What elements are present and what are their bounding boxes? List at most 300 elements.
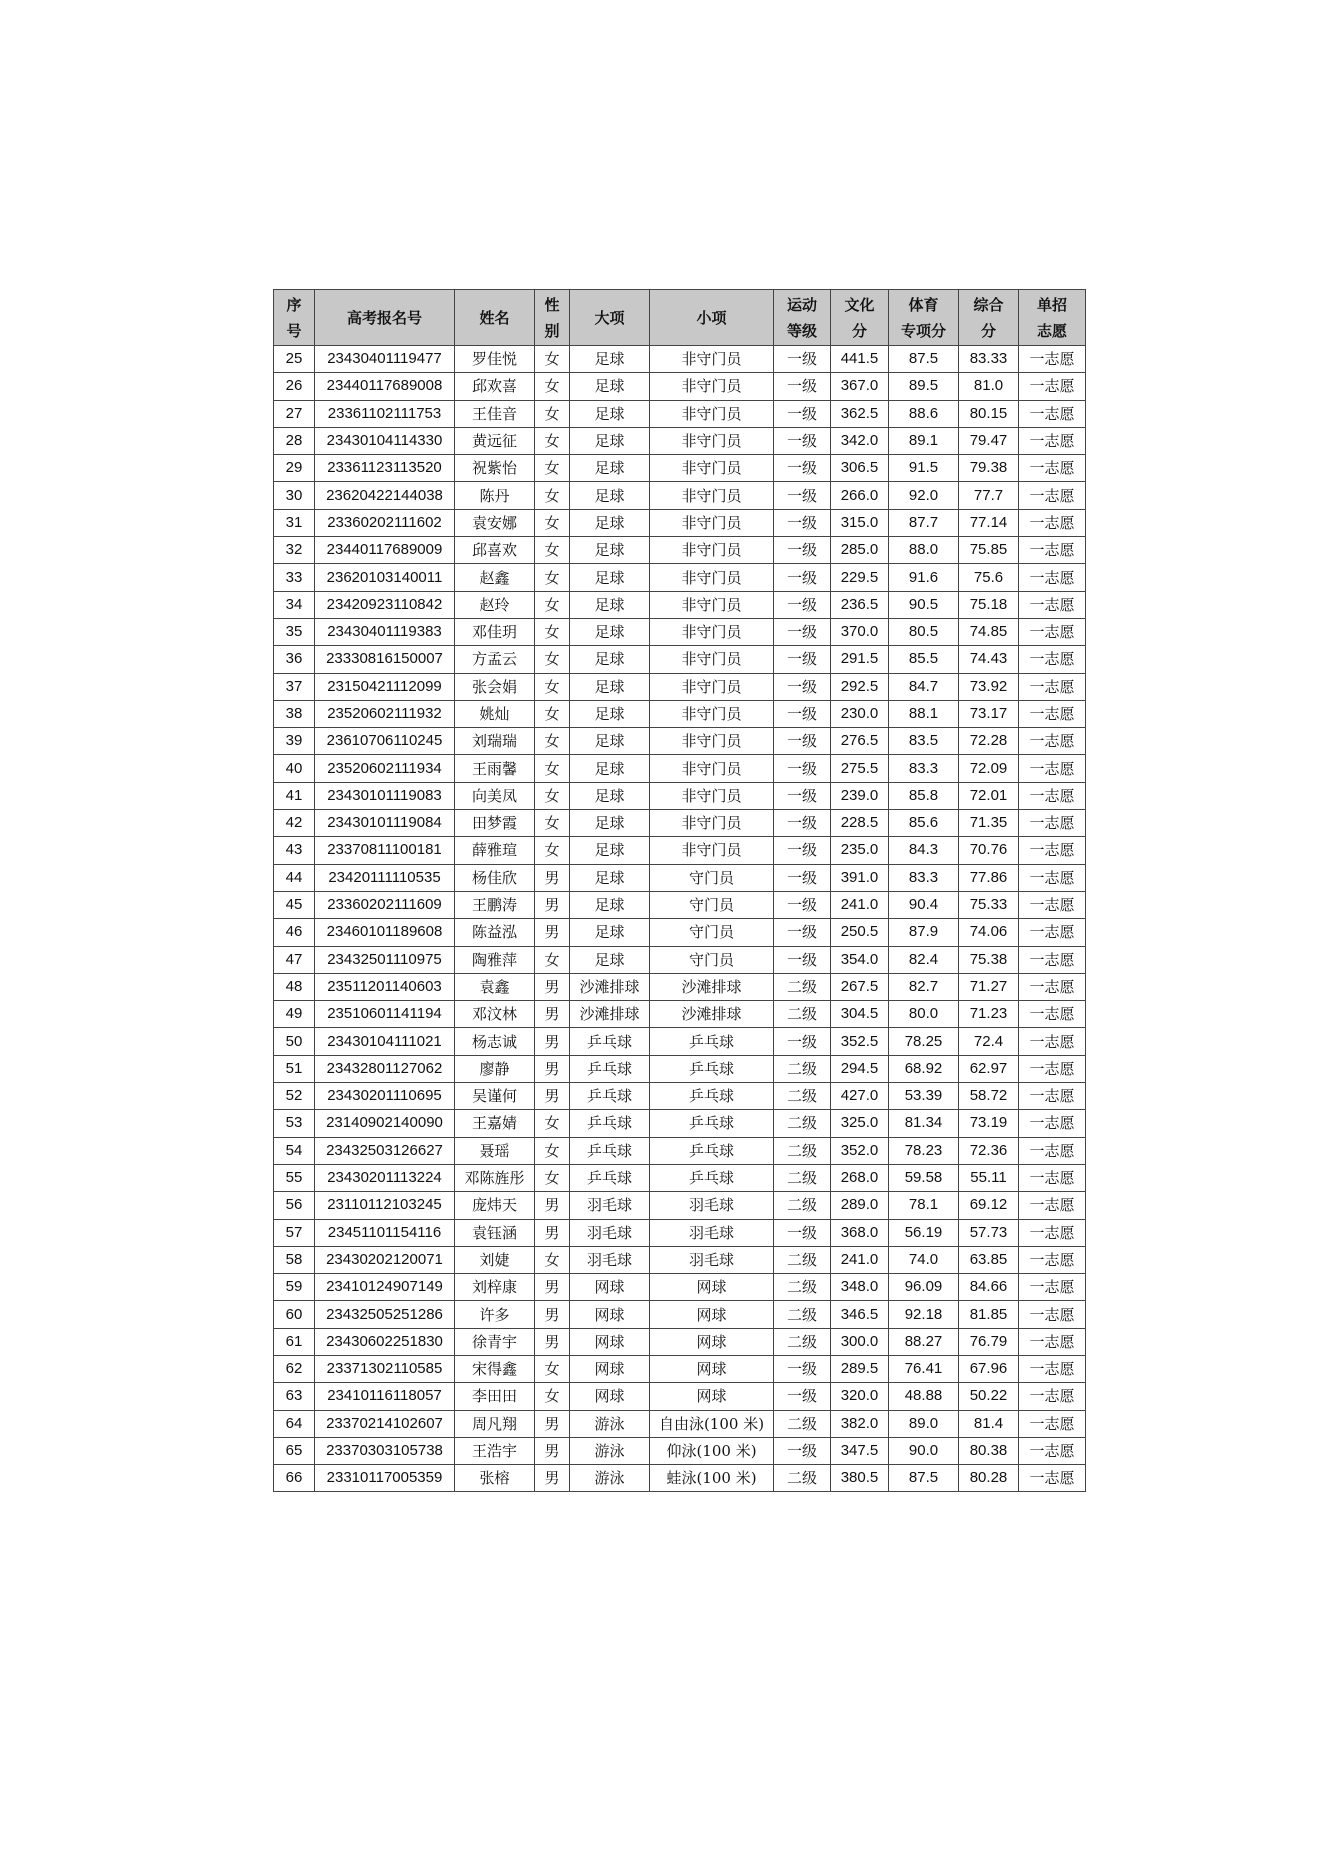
cell-sports-score: 87.9 [889,919,959,946]
cell-minor-event: 守门员 [650,946,774,973]
cell-name: 杨佳欣 [455,864,535,891]
cell-major-event: 足球 [570,509,650,536]
cell-major-event: 游泳 [570,1437,650,1464]
cell-culture-score: 325.0 [831,1110,889,1137]
cell-exam-id: 23430401119383 [315,618,455,645]
cell-name: 徐青宇 [455,1328,535,1355]
cell-seq: 56 [274,1192,315,1219]
cell-exam-id: 23440117689009 [315,537,455,564]
cell-major-event: 羽毛球 [570,1219,650,1246]
cell-preference: 一志愿 [1019,1328,1086,1355]
cell-culture-score: 291.5 [831,646,889,673]
cell-name: 祝紫怡 [455,455,535,482]
cell-culture-score: 289.0 [831,1192,889,1219]
cell-preference: 一志愿 [1019,782,1086,809]
cell-culture-score: 241.0 [831,1246,889,1273]
cell-culture-score: 348.0 [831,1274,889,1301]
table-row [274,1328,1086,1355]
cell-seq: 33 [274,564,315,591]
cell-preference: 一志愿 [1019,1164,1086,1191]
cell-exam-id: 23432503126627 [315,1137,455,1164]
cell-total-score: 74.43 [959,646,1019,673]
cell-culture-score: 354.0 [831,946,889,973]
cell-total-score: 77.7 [959,482,1019,509]
cell-name: 方孟云 [455,646,535,673]
table-row [274,455,1086,482]
cell-exam-id: 23432505251286 [315,1301,455,1328]
cell-gender: 男 [535,891,570,918]
cell-preference: 一志愿 [1019,755,1086,782]
cell-total-score: 80.28 [959,1465,1019,1492]
cell-name: 邱欢喜 [455,373,535,400]
cell-level: 一级 [774,618,831,645]
cell-exam-id: 23370303105738 [315,1437,455,1464]
cell-gender: 女 [535,346,570,373]
cell-major-event: 乒乓球 [570,1164,650,1191]
cell-preference: 一志愿 [1019,919,1086,946]
cell-minor-event: 非守门员 [650,837,774,864]
cell-major-event: 足球 [570,946,650,973]
cell-major-event: 足球 [570,700,650,727]
cell-culture-score: 250.5 [831,919,889,946]
cell-gender: 男 [535,1465,570,1492]
cell-major-event: 网球 [570,1301,650,1328]
cell-major-event: 网球 [570,1328,650,1355]
table-row [274,346,1086,373]
table-row [274,591,1086,618]
cell-total-score: 81.85 [959,1301,1019,1328]
cell-seq: 45 [274,891,315,918]
cell-preference: 一志愿 [1019,591,1086,618]
cell-preference: 一志愿 [1019,1110,1086,1137]
cell-seq: 51 [274,1055,315,1082]
cell-level: 一级 [774,509,831,536]
cell-exam-id: 23410124907149 [315,1274,455,1301]
cell-seq: 32 [274,537,315,564]
cell-total-score: 76.79 [959,1328,1019,1355]
cell-level: 一级 [774,864,831,891]
cell-exam-id: 23511201140603 [315,973,455,1000]
cell-seq: 62 [274,1355,315,1382]
cell-gender: 女 [535,1383,570,1410]
cell-gender: 女 [535,755,570,782]
cell-preference: 一志愿 [1019,509,1086,536]
cell-major-event: 足球 [570,427,650,454]
cell-sports-score: 85.5 [889,646,959,673]
cell-level: 二级 [774,973,831,1000]
cell-total-score: 67.96 [959,1355,1019,1382]
cell-seq: 46 [274,919,315,946]
cell-major-event: 羽毛球 [570,1246,650,1273]
table-row [274,537,1086,564]
cell-total-score: 83.33 [959,346,1019,373]
cell-gender: 女 [535,1137,570,1164]
cell-major-event: 羽毛球 [570,1192,650,1219]
cell-culture-score: 235.0 [831,837,889,864]
header-text: 综合 [973,295,1004,314]
cell-major-event: 足球 [570,755,650,782]
cell-exam-id: 23360202111609 [315,891,455,918]
cell-gender: 男 [535,1274,570,1301]
table-row [274,1274,1086,1301]
cell-minor-event: 非守门员 [650,537,774,564]
table-row [274,1410,1086,1437]
cell-gender: 女 [535,946,570,973]
cell-seq: 34 [274,591,315,618]
cell-seq: 31 [274,509,315,536]
cell-sports-score: 84.7 [889,673,959,700]
cell-seq: 47 [274,946,315,973]
table-row [274,755,1086,782]
cell-gender: 女 [535,591,570,618]
cell-minor-event: 非守门员 [650,782,774,809]
cell-exam-id: 23430202120071 [315,1246,455,1273]
cell-minor-event: 非守门员 [650,728,774,755]
table-row [274,864,1086,891]
table-row [274,1437,1086,1464]
cell-minor-event: 守门员 [650,891,774,918]
cell-level: 二级 [774,1301,831,1328]
cell-gender: 女 [535,618,570,645]
cell-sports-score: 88.0 [889,537,959,564]
cell-seq: 55 [274,1164,315,1191]
cell-total-score: 62.97 [959,1055,1019,1082]
cell-exam-id: 23370214102607 [315,1410,455,1437]
cell-exam-id: 23460101189608 [315,919,455,946]
cell-sports-score: 82.7 [889,973,959,1000]
cell-level: 一级 [774,919,831,946]
cell-exam-id: 23430104114330 [315,427,455,454]
cell-major-event: 乒乓球 [570,1083,650,1110]
cell-level: 二级 [774,1001,831,1028]
cell-total-score: 75.38 [959,946,1019,973]
cell-gender: 女 [535,837,570,864]
cell-gender: 女 [535,700,570,727]
cell-name: 庞炜天 [455,1192,535,1219]
table-row [274,1137,1086,1164]
table-row [274,1301,1086,1328]
cell-major-event: 足球 [570,373,650,400]
cell-exam-id: 23361123113520 [315,455,455,482]
cell-exam-id: 23520602111932 [315,700,455,727]
cell-sports-score: 90.0 [889,1437,959,1464]
cell-seq: 38 [274,700,315,727]
cell-major-event: 足球 [570,646,650,673]
cell-level: 一级 [774,1437,831,1464]
cell-major-event: 足球 [570,837,650,864]
cell-minor-event: 乒乓球 [650,1137,774,1164]
table-header [274,290,1086,346]
table-row [274,646,1086,673]
cell-culture-score: 315.0 [831,509,889,536]
cell-level: 二级 [774,1274,831,1301]
cell-major-event: 足球 [570,810,650,837]
cell-minor-event: 网球 [650,1383,774,1410]
cell-exam-id: 23310117005359 [315,1465,455,1492]
header-col-sports-score [889,290,959,346]
cell-name: 赵鑫 [455,564,535,591]
cell-seq: 29 [274,455,315,482]
cell-level: 一级 [774,810,831,837]
cell-major-event: 网球 [570,1355,650,1382]
cell-culture-score: 346.5 [831,1301,889,1328]
cell-minor-event: 乒乓球 [650,1083,774,1110]
cell-level: 二级 [774,1410,831,1437]
cell-sports-score: 81.34 [889,1110,959,1137]
cell-preference: 一志愿 [1019,346,1086,373]
cell-total-score: 75.85 [959,537,1019,564]
cell-name: 罗佳悦 [455,346,535,373]
cell-minor-event: 乒乓球 [650,1055,774,1082]
cell-culture-score: 391.0 [831,864,889,891]
cell-name: 杨志诚 [455,1028,535,1055]
cell-minor-event: 非守门员 [650,673,774,700]
cell-level: 一级 [774,400,831,427]
cell-name: 邱喜欢 [455,537,535,564]
cell-preference: 一志愿 [1019,728,1086,755]
cell-preference: 一志愿 [1019,1137,1086,1164]
cell-gender: 女 [535,1164,570,1191]
cell-exam-id: 23620103140011 [315,564,455,591]
cell-total-score: 57.73 [959,1219,1019,1246]
header-text: 大项 [594,308,625,327]
cell-total-score: 75.18 [959,591,1019,618]
header-col-gender [535,290,570,346]
cell-name: 王鹏涛 [455,891,535,918]
cell-minor-event: 沙滩排球 [650,973,774,1000]
cell-level: 一级 [774,1355,831,1382]
cell-gender: 女 [535,482,570,509]
cell-name: 袁鑫 [455,973,535,1000]
cell-minor-event: 守门员 [650,919,774,946]
cell-preference: 一志愿 [1019,427,1086,454]
cell-minor-event: 乒乓球 [650,1028,774,1055]
cell-seq: 39 [274,728,315,755]
cell-minor-event: 非守门员 [650,455,774,482]
cell-total-score: 71.35 [959,810,1019,837]
cell-level: 二级 [774,1328,831,1355]
cell-gender: 女 [535,427,570,454]
cell-gender: 男 [535,1001,570,1028]
table-row [274,618,1086,645]
cell-total-score: 80.38 [959,1437,1019,1464]
cell-exam-id: 23360202111602 [315,509,455,536]
cell-exam-id: 23440117689008 [315,373,455,400]
cell-culture-score: 266.0 [831,482,889,509]
cell-name: 袁钰涵 [455,1219,535,1246]
cell-name: 王佳音 [455,400,535,427]
cell-major-event: 沙滩排球 [570,973,650,1000]
table-row [274,1246,1086,1273]
cell-minor-event: 羽毛球 [650,1219,774,1246]
cell-gender: 女 [535,810,570,837]
table-row [274,810,1086,837]
cell-level: 一级 [774,346,831,373]
cell-total-score: 70.76 [959,837,1019,864]
cell-level: 二级 [774,1055,831,1082]
cell-sports-score: 88.1 [889,700,959,727]
cell-culture-score: 300.0 [831,1328,889,1355]
cell-total-score: 79.47 [959,427,1019,454]
cell-minor-event: 非守门员 [650,700,774,727]
cell-gender: 男 [535,1028,570,1055]
cell-gender: 女 [535,564,570,591]
cell-name: 邓陈旌彤 [455,1164,535,1191]
cell-gender: 女 [535,1355,570,1382]
cell-name: 聂瑶 [455,1137,535,1164]
cell-sports-score: 92.0 [889,482,959,509]
cell-total-score: 73.19 [959,1110,1019,1137]
cell-level: 一级 [774,728,831,755]
header-text: 等级 [786,321,817,340]
header-col-exam-id [315,290,455,346]
cell-culture-score: 294.5 [831,1055,889,1082]
table-row [274,1465,1086,1492]
cell-minor-event: 沙滩排球 [650,1001,774,1028]
cell-level: 二级 [774,1137,831,1164]
cell-seq: 40 [274,755,315,782]
cell-culture-score: 352.0 [831,1137,889,1164]
cell-minor-event: 非守门员 [650,400,774,427]
cell-seq: 65 [274,1437,315,1464]
cell-total-score: 80.15 [959,400,1019,427]
cell-name: 陈丹 [455,482,535,509]
header-col-total-score [959,290,1019,346]
header-col-minor-event [650,290,774,346]
cell-minor-event: 非守门员 [650,810,774,837]
cell-minor-event: 网球 [650,1274,774,1301]
cell-exam-id: 23430201110695 [315,1083,455,1110]
cell-total-score: 81.0 [959,373,1019,400]
cell-level: 一级 [774,700,831,727]
table-row [274,1383,1086,1410]
cell-minor-event: 非守门员 [650,618,774,645]
cell-culture-score: 236.5 [831,591,889,618]
cell-sports-score: 96.09 [889,1274,959,1301]
cell-exam-id: 23620422144038 [315,482,455,509]
cell-name: 邓佳玥 [455,618,535,645]
cell-total-score: 58.72 [959,1083,1019,1110]
cell-gender: 男 [535,973,570,1000]
cell-culture-score: 229.5 [831,564,889,591]
cell-culture-score: 380.5 [831,1465,889,1492]
cell-major-event: 游泳 [570,1465,650,1492]
cell-sports-score: 92.18 [889,1301,959,1328]
table-row [274,509,1086,536]
cell-seq: 36 [274,646,315,673]
cell-total-score: 79.38 [959,455,1019,482]
header-text: 专项分 [900,321,946,340]
cell-preference: 一志愿 [1019,564,1086,591]
cell-gender: 女 [535,400,570,427]
cell-culture-score: 292.5 [831,673,889,700]
cell-total-score: 55.11 [959,1164,1019,1191]
cell-total-score: 72.36 [959,1137,1019,1164]
cell-total-score: 84.66 [959,1274,1019,1301]
cell-level: 二级 [774,1110,831,1137]
table-row [274,482,1086,509]
cell-total-score: 81.4 [959,1410,1019,1437]
cell-seq: 44 [274,864,315,891]
cell-sports-score: 83.3 [889,755,959,782]
cell-level: 一级 [774,455,831,482]
cell-culture-score: 352.5 [831,1028,889,1055]
cell-exam-id: 23510601141194 [315,1001,455,1028]
cell-preference: 一志愿 [1019,1383,1086,1410]
cell-minor-event: 非守门员 [650,509,774,536]
header-col-major-event [570,290,650,346]
cell-sports-score: 88.6 [889,400,959,427]
cell-sports-score: 91.6 [889,564,959,591]
cell-name: 刘瑞瑞 [455,728,535,755]
cell-seq: 52 [274,1083,315,1110]
cell-culture-score: 441.5 [831,346,889,373]
cell-major-event: 足球 [570,455,650,482]
cell-sports-score: 89.5 [889,373,959,400]
cell-total-score: 77.14 [959,509,1019,536]
cell-preference: 一志愿 [1019,1301,1086,1328]
cell-total-score: 72.4 [959,1028,1019,1055]
cell-level: 一级 [774,837,831,864]
header-text: 高考报名号 [346,308,422,327]
cell-minor-event: 乒乓球 [650,1164,774,1191]
table-row [274,1110,1086,1137]
cell-seq: 41 [274,782,315,809]
cell-name: 田梦霞 [455,810,535,837]
cell-gender: 女 [535,1110,570,1137]
cell-culture-score: 230.0 [831,700,889,727]
cell-name: 张榕 [455,1465,535,1492]
cell-sports-score: 82.4 [889,946,959,973]
cell-preference: 一志愿 [1019,537,1086,564]
cell-major-event: 足球 [570,591,650,618]
cell-sports-score: 78.23 [889,1137,959,1164]
table-row [274,1192,1086,1219]
cell-sports-score: 89.0 [889,1410,959,1437]
cell-preference: 一志愿 [1019,646,1086,673]
cell-total-score: 50.22 [959,1383,1019,1410]
cell-level: 一级 [774,673,831,700]
cell-exam-id: 23610706110245 [315,728,455,755]
cell-minor-event: 非守门员 [650,755,774,782]
cell-total-score: 77.86 [959,864,1019,891]
cell-minor-event: 网球 [650,1328,774,1355]
cell-total-score: 74.06 [959,919,1019,946]
cell-name: 王雨馨 [455,755,535,782]
header-text: 序 [286,295,302,314]
cell-preference: 一志愿 [1019,1219,1086,1246]
cell-seq: 49 [274,1001,315,1028]
cell-name: 姚灿 [455,700,535,727]
cell-total-score: 72.28 [959,728,1019,755]
cell-gender: 男 [535,1055,570,1082]
table-row [274,1083,1086,1110]
cell-name: 赵玲 [455,591,535,618]
cell-exam-id: 23420923110842 [315,591,455,618]
table-row [274,373,1086,400]
cell-culture-score: 427.0 [831,1083,889,1110]
cell-level: 二级 [774,1246,831,1273]
cell-preference: 一志愿 [1019,864,1086,891]
cell-culture-score: 285.0 [831,537,889,564]
table-row [274,973,1086,1000]
header-text: 号 [286,321,302,340]
header-text: 别 [544,321,560,340]
cell-minor-event: 网球 [650,1301,774,1328]
cell-culture-score: 275.5 [831,755,889,782]
cell-exam-id: 23430201113224 [315,1164,455,1191]
cell-name: 李田田 [455,1383,535,1410]
